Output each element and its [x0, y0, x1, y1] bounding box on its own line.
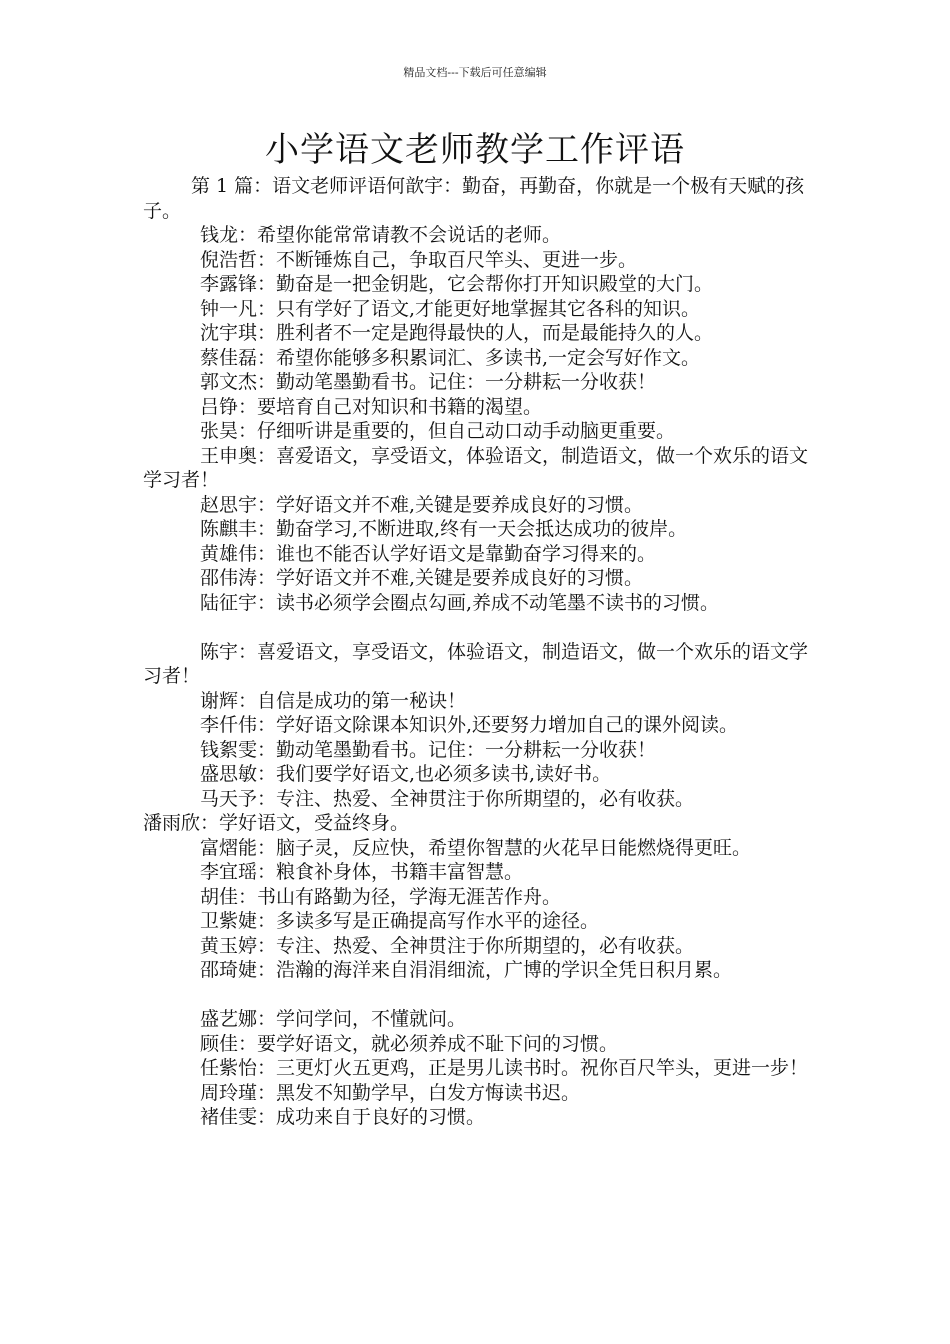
paragraph: 胡佳：书山有路勤为径，学海无涯苦作舟。: [200, 885, 562, 908]
paragraph: 蔡佳磊：希望你能够多积累词汇、多读书,一定会写好作文。: [200, 346, 701, 369]
paragraph: 周玲瑾：黑发不知勤学早，白发方悔读书迟。: [200, 1081, 581, 1104]
document-body: [143, 174, 823, 1130]
document-title: 小学语文老师教学工作评语: [265, 130, 685, 170]
paragraph: 谢辉：自信是成功的第一秘诀！: [200, 689, 467, 712]
paragraph: 钱龙：希望你能常常请教不会说话的老师。: [200, 224, 562, 246]
paragraph: 褚佳雯：成功来自于良好的习惯。: [200, 1106, 486, 1128]
paragraph: 马天予：专注、热爱、全神贯注于你所期望的，必有收获。: [200, 787, 695, 810]
paragraph: 盛艺娜：学问学问，不懂就问。: [200, 1008, 467, 1030]
paragraph: 陆征宇：读书必须学会圈点勾画,养成不动笔墨不读书的习惯。: [200, 591, 720, 614]
paragraph: 郭文杰：勤动笔墨勤看书。记住：一分耕耘一分收获！: [200, 371, 657, 393]
paragraph: 沈宇琪：胜利者不一定是跑得最快的人，而是最能持久的人。: [200, 322, 714, 344]
paragraph: 顾佳：要学好语文，就必须养成不耻下问的习惯。: [200, 1032, 619, 1055]
paragraph: 倪浩哲：不断锤炼自己，争取百尺竿头、更进一步。: [200, 248, 638, 271]
paragraph: 钟一凡：只有学好了语文,才能更好地掌握其它各科的知识。: [200, 297, 701, 320]
paragraph: 李宜瑶：粮食补身体，书籍丰富智慧。: [200, 861, 524, 883]
paragraph: 赵思宇：学好语文并不难,关键是要养成良好的习惯。: [200, 493, 644, 516]
page-header: 精品文档---下载后可任意编辑: [403, 66, 547, 79]
paragraph: 李露锋：勤奋是一把金钥匙，它会帮你打开知识殿堂的大门。: [200, 273, 714, 295]
paragraph: 黄雄伟：谁也不能否认学好语文是靠勤奋学习得来的。: [200, 542, 657, 565]
paragraph: 第 1 篇：语文老师评语何歆宇：勤奋，再勤奋，你就是一个极有天赋的孩子。: [143, 175, 805, 222]
paragraph: 潘雨欣：学好语文，受益终身。: [143, 812, 410, 834]
paragraph: 邵琦婕：浩瀚的海洋来自涓涓细流，广博的学识全凭日积月累。: [200, 959, 733, 981]
paragraph: 黄玉婷：专注、热爱、全神贯注于你所期望的，必有收获。: [200, 934, 695, 957]
paragraph: 盛思敏：我们要学好语文,也必须多读书,读好书。: [200, 763, 612, 785]
paragraph: 钱絮雯：勤动笔墨勤看书。记住：一分耕耘一分收获！: [200, 738, 657, 761]
paragraph: 李仟伟：学好语文除课本知识外,还要努力增加自己的课外阅读。: [200, 714, 739, 736]
paragraph: 陈麒丰：勤奋学习,不断进取,终有一天会抵达成功的彼岸。: [200, 518, 688, 540]
paragraph: 王申奥：喜爱语文，享受语文，体验语文，制造语文，做一个欢乐的语文学习者！: [143, 444, 809, 491]
paragraph: 富熠能：脑子灵，反应快，希望你智慧的火花早日能燃烧得更旺。: [200, 836, 752, 859]
paragraph: 吕铮：要培育自己对知识和书籍的渴望。: [200, 395, 543, 418]
paragraph: 陈宇：喜爱语文，享受语文，体验语文，制造语文，做一个欢乐的语文学习者！: [143, 640, 809, 687]
paragraph: 张昊：仔细听讲是重要的，但自己动口动手动脑更重要。: [200, 420, 676, 442]
paragraph: 邵伟涛：学好语文并不难,关键是要养成良好的习惯。: [200, 567, 644, 589]
paragraph: 卫紫婕：多读多写是正确提高写作水平的途径。: [200, 910, 600, 932]
paragraph: 任紫怡：三更灯火五更鸡，正是男儿读书时。祝你百尺竿头，更进一步！: [200, 1057, 809, 1079]
